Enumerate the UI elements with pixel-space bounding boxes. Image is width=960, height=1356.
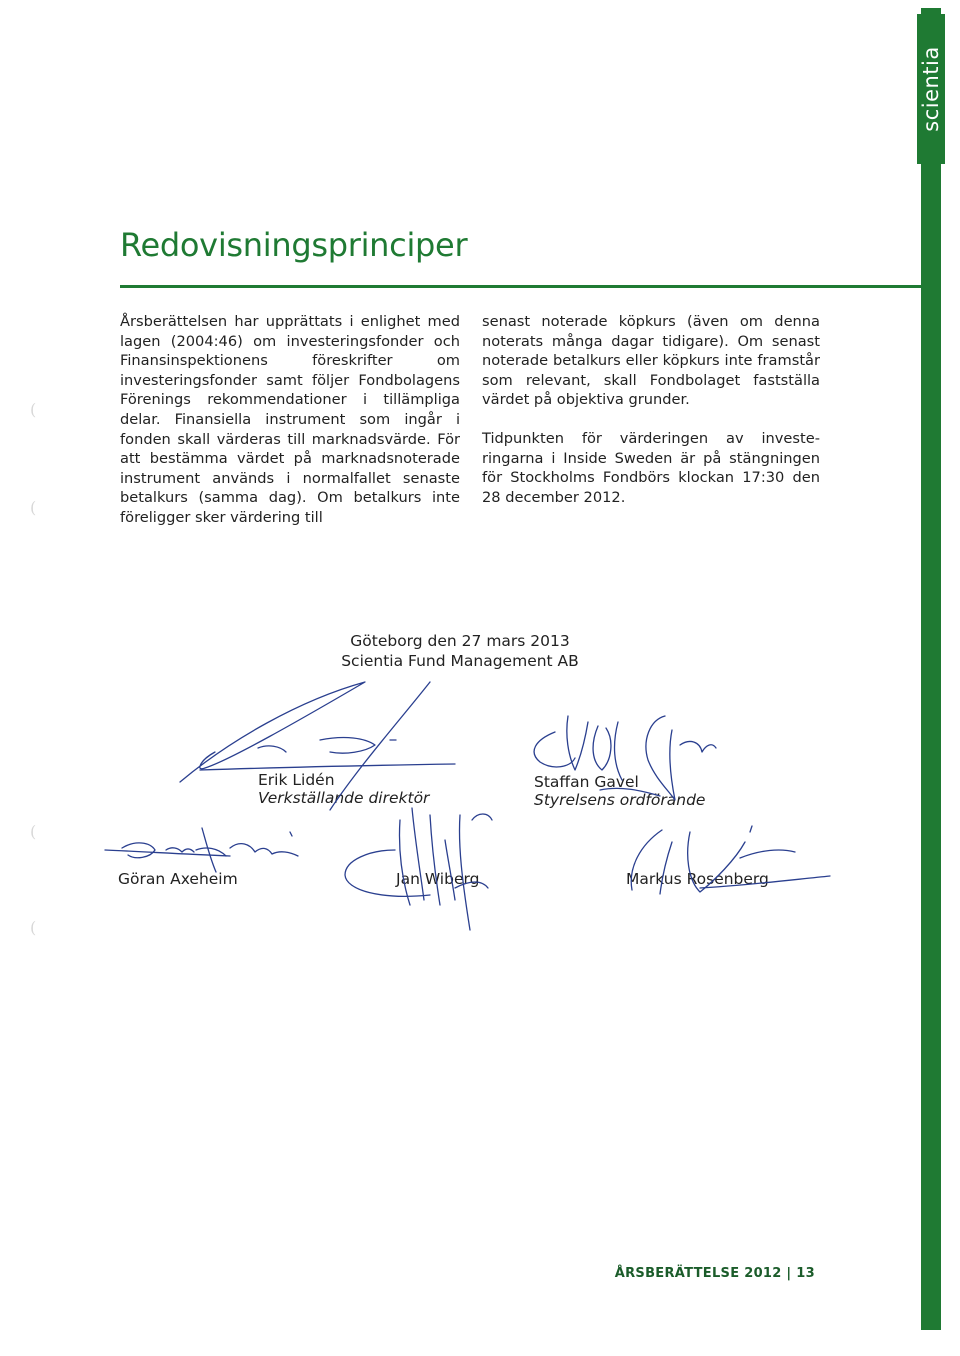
signer-name: Jan Wiberg: [396, 870, 480, 888]
signer-name: Markus Rosenberg: [626, 870, 769, 888]
page-title: Redovisningsprinciper: [120, 226, 468, 264]
signer-markus-rosenberg: [626, 870, 769, 888]
signer-role: Verkställande direktör: [258, 789, 430, 807]
punch-mark: (: [30, 822, 37, 841]
brand-logo: [917, 14, 945, 164]
body-column-right: [482, 312, 820, 526]
punch-mark: (: [30, 400, 37, 419]
signature-goran-axeheim: [105, 828, 298, 872]
body-column-left: [120, 312, 460, 547]
place-and-date: Göteborg den 27 mars 2013: [350, 632, 570, 650]
signer-name: Göran Axeheim: [118, 870, 238, 888]
body-paragraph: Tidpunkten för värderingen av investeringarna i Inside Sweden är på stängningen för Stockholms Fondbörs klockan 17:30 den 28 december 2012.: [482, 429, 820, 506]
signer-role: Styrelsens ordförande: [534, 791, 706, 809]
signer-erik-liden: [258, 771, 429, 807]
brand-logo-text: scientia: [919, 46, 943, 132]
page-footer: ÅRSBERÄTTELSE 2012 | 13: [614, 1266, 815, 1281]
signer-jan-wiberg: [396, 870, 479, 888]
punch-mark: (: [30, 498, 37, 517]
signer-name: Staffan Gavel: [534, 773, 639, 791]
punch-mark: (: [30, 918, 37, 937]
signature-jan-wiberg: [345, 808, 492, 930]
company-name: Scientia Fund Management AB: [341, 652, 579, 670]
signer-staffan-gavel: [534, 773, 705, 809]
body-paragraph: Årsberättelsen har upprättats i enlighet med lagen (2004:46) om investeringsfonder och Finansinspektionens föreskrifter om investeringsfonder samt följer Fondbolagens Förenings rekommendationer i tillämpliga delar. Finansiella instrument som ingår i fonden skall värderas till marknadsvärde. För att bestämma värdet på marknadsnoterade instrument används i normalfallet senaste betalkurs (samma dag). Om betalkurs inte föreligger sker värdering till: [120, 313, 460, 526]
body-paragraph: senast noterade köpkurs (även om denna noterats många dagar tidigare). Om senast noterade betalkurs eller köpkurs inte framstår som relevant, skall Fondbolaget fastställa värdet på objektiva grunder.: [482, 313, 820, 409]
signer-goran-axeheim: [118, 870, 238, 888]
brand-side-bar: [921, 8, 941, 1330]
title-divider: [120, 285, 921, 288]
signer-name: Erik Lidén: [258, 771, 335, 789]
